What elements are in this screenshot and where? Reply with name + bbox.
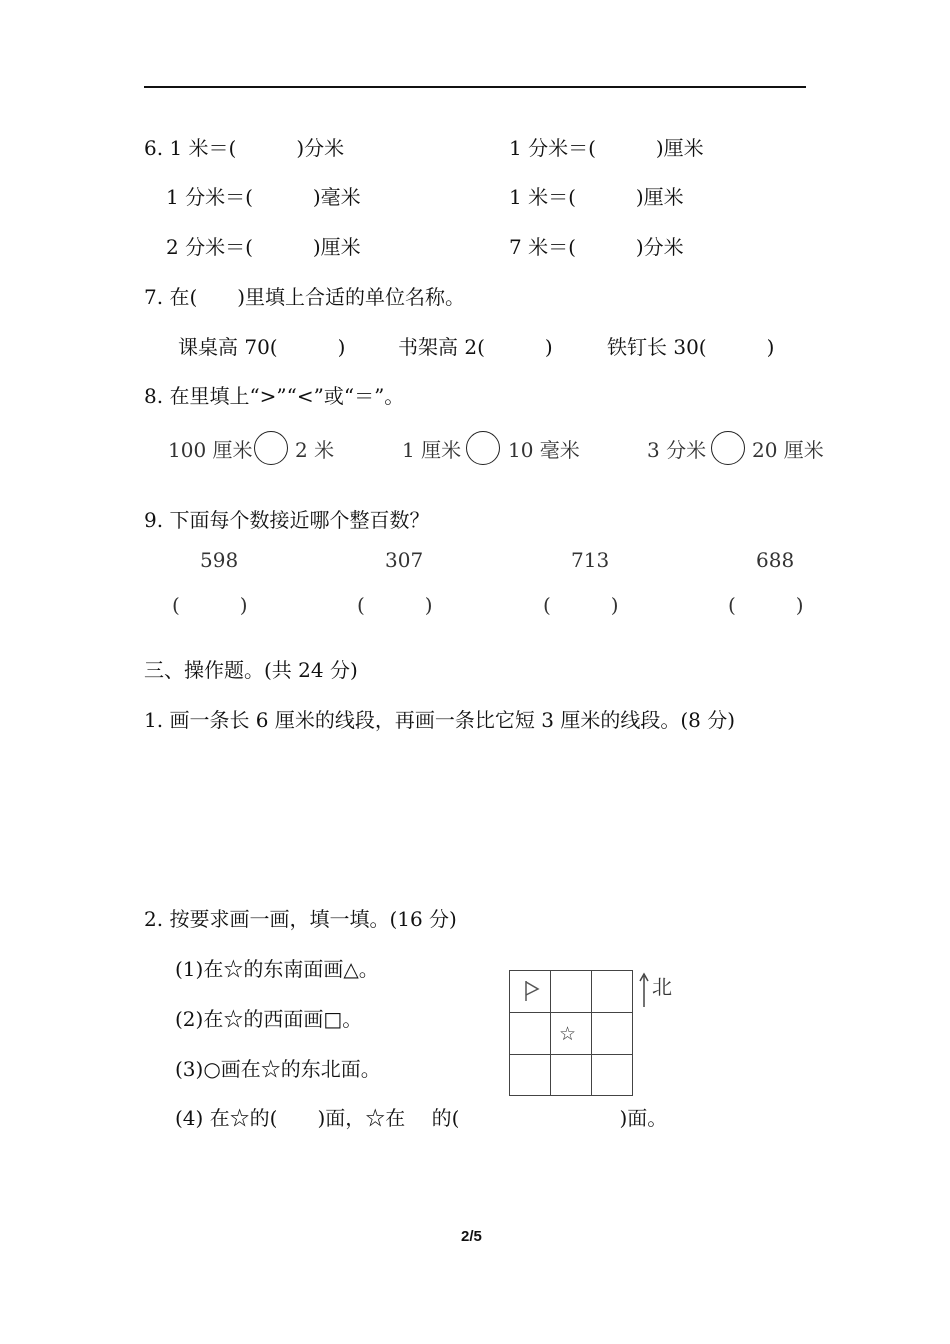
- q6-row3-right: 7 米＝( )分米: [509, 235, 684, 259]
- q7-item-nail: 铁钉长 30( ): [607, 335, 775, 359]
- q2-item-4: (4) 在☆的( )面，☆在 的( )面。: [175, 1106, 668, 1130]
- q2-item-2: (2)在☆的西面画□。: [175, 1007, 363, 1031]
- page-number: [461, 1229, 482, 1244]
- north-arrow-icon: [638, 972, 650, 1008]
- q6-row1-left: 6. 1 米＝( )分米: [144, 136, 345, 160]
- header-rule: [144, 86, 806, 88]
- flag-icon: [523, 980, 541, 1002]
- q9-number-3: 713: [571, 548, 610, 572]
- q8-pair1-right: 2 米: [295, 438, 335, 462]
- q9-title: 9. 下面每个数接近哪个整百数？: [144, 508, 430, 532]
- q2-item-3: (3)○画在☆的东北面。: [175, 1057, 381, 1081]
- direction-grid: [509, 970, 633, 1096]
- q8-pair1-circle[interactable]: [254, 431, 288, 465]
- q8-pair2-circle[interactable]: [466, 431, 500, 465]
- q6-row3-left: 2 分米＝( )厘米: [166, 235, 361, 259]
- q9-number-1: 598: [200, 548, 239, 572]
- q7-item-desk: 课桌高 70( ): [178, 335, 346, 359]
- q8-pair3-right: 20 厘米: [752, 438, 824, 462]
- q8-pair2-right: 10 毫米: [508, 438, 580, 462]
- star-icon: ☆: [559, 1023, 577, 1045]
- section3-title: 三、操作题。(共 24 分): [144, 658, 358, 682]
- q9-number-4: 688: [756, 548, 795, 572]
- q6-row2-left: 1 分米＝( )毫米: [166, 185, 361, 209]
- q9-blank-1[interactable]: ( ): [172, 593, 248, 617]
- q8-pair2-left: 1 厘米: [402, 438, 462, 462]
- q8-title: 8. 在里填上“>”“<”或“＝”。: [144, 384, 405, 408]
- page-current: 2: [461, 1228, 470, 1245]
- q9-blank-3[interactable]: ( ): [543, 593, 619, 617]
- section3-q1: 1. 画一条长 6 厘米的线段，再画一条比它短 3 厘米的线段。(8 分): [144, 708, 736, 732]
- q6-row1-right: 1 分米＝( )厘米: [509, 136, 704, 160]
- page-total: 5: [473, 1228, 482, 1245]
- q7-title: 7. 在( )里填上合适的单位名称。: [144, 285, 466, 309]
- q6-row2-right: 1 米＝( )厘米: [509, 185, 684, 209]
- q9-blank-2[interactable]: ( ): [357, 593, 433, 617]
- north-label: 北: [652, 975, 672, 999]
- page-separator: /: [469, 1228, 474, 1245]
- q8-pair3-left: 3 分米: [647, 438, 707, 462]
- q2-item-1: (1)在☆的东南面画△。: [175, 957, 379, 981]
- q8-pair3-circle[interactable]: [711, 431, 745, 465]
- q9-number-2: 307: [385, 548, 424, 572]
- section3-q2-title: 2. 按要求画一画，填一填。(16 分): [144, 907, 457, 931]
- q8-pair1-left: 100 厘米: [168, 438, 253, 462]
- q9-blank-4[interactable]: ( ): [728, 593, 804, 617]
- q7-item-shelf: 书架高 2( ): [398, 335, 553, 359]
